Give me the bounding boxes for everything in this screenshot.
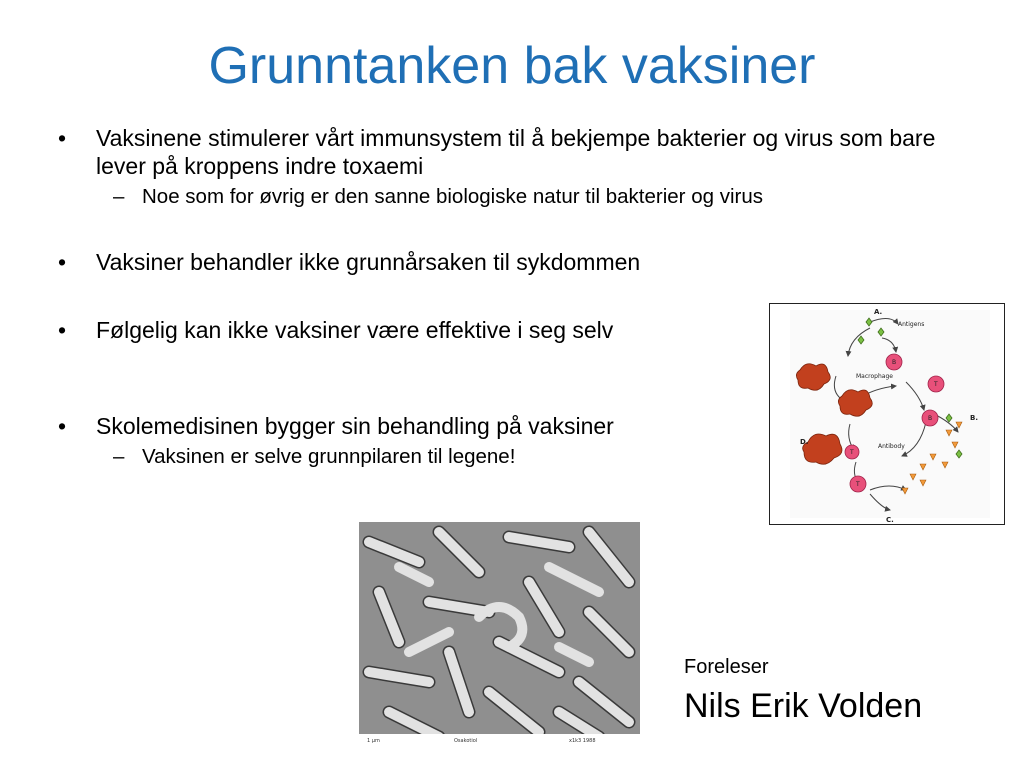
label-antigens: Antigens (898, 321, 925, 328)
dash-glyph: – (113, 445, 125, 468)
bullet-glyph: • (58, 125, 67, 151)
cell-label-b: B (928, 415, 933, 422)
cell-label-t: T (850, 449, 854, 456)
immune-response-diagram (769, 303, 1005, 525)
slide-title: Grunntanken bak vaksiner (208, 37, 816, 95)
immune-diagram-svg (770, 304, 1004, 524)
bullet-glyph: • (58, 249, 67, 275)
bullet-1-sub-1-text: Noe som for øvrig er den sanne biologiske natur til bakterier og virus (142, 185, 763, 208)
bullet-4-text: Skolemedisinen bygger sin behandling på vaksiner (96, 413, 614, 439)
bullet-1 (58, 124, 978, 180)
micrograph-scale: 1 µm (367, 738, 380, 744)
cell-label-b: B (892, 359, 897, 366)
label-antibody: Antibody (878, 443, 905, 450)
label-c: C. (886, 516, 894, 524)
label-b: B. (970, 414, 978, 422)
bullet-2 (58, 248, 978, 276)
micrograph-label: Osakotiol (454, 738, 478, 744)
bullet-1-text: Vaksinene stimulerer vårt immunsystem til å bekjempe bakterier og virus som bare lever på kroppens indre toxaemi (96, 125, 936, 179)
bullet-1-sub-1 (58, 184, 978, 210)
bullet-4-sub-1-text: Vaksinen er selve grunnpilaren til legene! (142, 445, 516, 468)
bacteria-micrograph-svg (359, 522, 640, 744)
bullet-glyph: • (58, 413, 67, 439)
cell-label-t: T (934, 381, 938, 388)
label-a: A. (874, 308, 883, 316)
bacteria-micrograph (359, 522, 640, 744)
bullet-glyph: • (58, 317, 67, 343)
micrograph-id: x1k3 1988 (569, 738, 596, 744)
cell-label-t: T (856, 481, 860, 488)
lecturer-label: Foreleser (684, 656, 769, 678)
bullet-3-text: Følgelig kan ikke vaksiner være effektive i seg selv (96, 317, 614, 343)
label-d: D. (800, 438, 809, 446)
lecturer-block (684, 655, 1004, 727)
lecturer-name: Nils Erik Volden (684, 687, 923, 725)
bullet-2-text: Vaksiner behandler ikke grunnårsaken til sykdommen (96, 249, 641, 275)
dash-glyph: – (113, 185, 125, 208)
label-macrophage: Macrophage (856, 373, 893, 380)
